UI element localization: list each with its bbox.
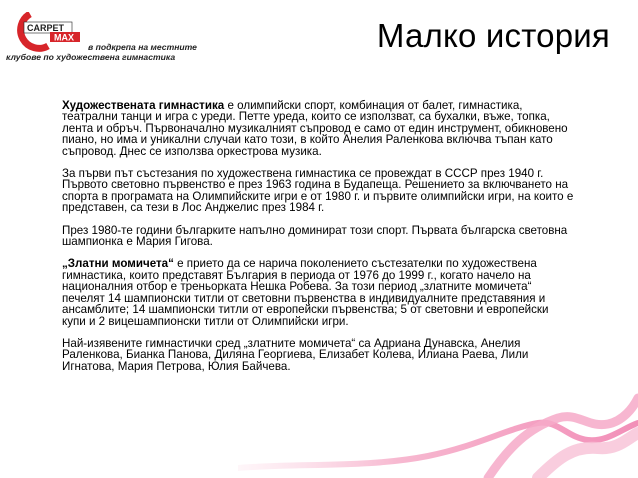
ribbon-decoration xyxy=(238,328,638,478)
paragraph-1-text: е олимпийски спорт, комбинация от балет, гимнастика, театрални танци и игра с уреди. Петте уреда, които се използват, са бухалки, въже, топка, лента и обръч. Първоначално музикалният съпровод е само от един инструмент, обикновено пиано, но има и уникални случаи като този, в който Анелия Раленкова включва тъпан като съпровод. Днес се използва оркестрова музика. xyxy=(62,99,568,158)
tagline-line-1: в подкрепа на местните xyxy=(88,42,197,52)
paragraph-4-lead: „Златни момичета“ xyxy=(62,257,174,271)
paragraph-1-lead: Художествената гимнастика xyxy=(62,99,225,112)
paragraph-1 xyxy=(62,100,574,157)
paragraph-3: През 1980-те години българките напълно доминират този спорт. Първата българска световна шампионка е Мария Гигова. xyxy=(62,223,568,249)
paragraph-4-text: е прието да се нарича поколението състезателки по художествена гимнастика, които представят България в периода от 1976 до 1999 г., когато начело на националния отбор е треньорката Нешка Робева. За този период „златните момичета“ печелят 14 шампионски титли от световни първенства в индивидуалните представяния и ансамблите; 14 шампионски титли от европейски първенства; 5 от световни и европейски купи и 2 вицешампионски титли от Олимпийски игри. xyxy=(62,257,549,328)
tagline xyxy=(6,42,206,62)
paragraph-5: Най-изявените гимнастички сред „златните момичета“ са Адриана Дунавска, Анелия Раленкова, Бианка Панова, Диляна Георгиева, Елизабет Колева, Илиана Раева, Лили Игнатова, Мария Петрова, Юлия Байчева. xyxy=(62,336,529,373)
paragraph-2: За първи път състезания по художествена гимнастика се провеждат в СССР през 1940 г. Първото световно първенство е през 1963 година в Будапеща. Решението за включването на спорта в програмата на Олимпийските игри е от 1980 г. и първите олимпийски игри, на които е представен, са тези в Лос Анджелис през 1984 г. xyxy=(62,167,574,215)
ribbon-strand-2 xyxy=(488,398,638,478)
tagline-line-2: клубове по художествена гимнастика xyxy=(6,52,176,62)
page-title: Малко история xyxy=(376,17,610,54)
logo-text-max: MAX xyxy=(54,32,74,43)
paragraph-4 xyxy=(62,258,574,326)
logo-text-carpet: CARPET xyxy=(27,23,65,33)
